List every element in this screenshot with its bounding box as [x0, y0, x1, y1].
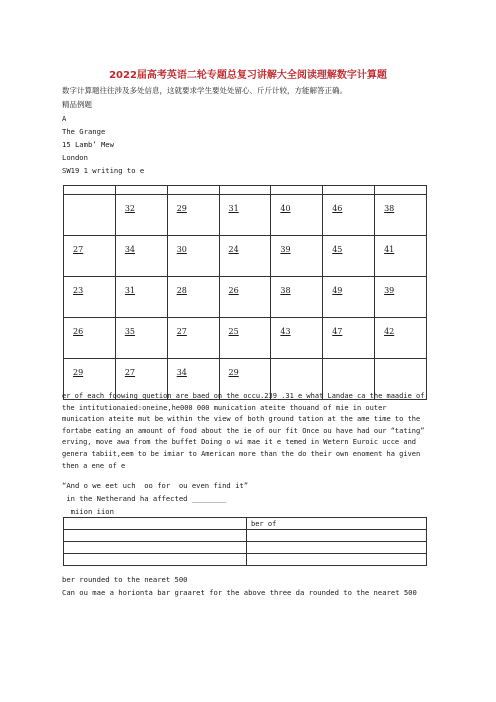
footer-line: Can ou mae a horionta bar graaret for the above three da rounded to the nearet 500 — [62, 588, 417, 597]
question-line: in the Netherand ha affected ________ — [62, 494, 227, 503]
grid-cell: 31 — [219, 195, 271, 236]
quote-line: “And o we eet uch oo for ou even find it” — [62, 481, 249, 490]
grid-cell — [219, 186, 271, 195]
address-line: SW19 1 writing to e — [62, 166, 145, 175]
grid-cell: 27 — [64, 236, 116, 277]
address-line: 15 Lamb’ Mew — [62, 140, 114, 149]
grid-cell: 46 — [323, 195, 375, 236]
footer-line: ber rounded to the nearet 500 — [62, 575, 188, 584]
table-cell — [247, 554, 427, 566]
grid-cell: 31 — [115, 277, 167, 318]
section-heading: 精品例题 — [62, 100, 92, 109]
grid-cell: 23 — [64, 277, 116, 318]
grid-cell: 26 — [219, 277, 271, 318]
table-cell — [64, 554, 247, 566]
number-grid — [63, 185, 427, 400]
grid-cell: 38 — [375, 195, 427, 236]
grid-cell: 34 — [115, 236, 167, 277]
grid-cell: 35 — [115, 318, 167, 359]
passage-label: A — [62, 114, 67, 123]
grid-cell: 39 — [271, 236, 323, 277]
address-line: London — [62, 153, 88, 162]
grid-cell: 29 — [219, 359, 271, 400]
grid-cell: 38 — [271, 277, 323, 318]
table-cell: ber of — [247, 518, 427, 530]
grid-row — [64, 277, 427, 318]
grid-cell: 42 — [375, 318, 427, 359]
grid-cell — [375, 186, 427, 195]
grid-cell: 49 — [323, 277, 375, 318]
grid-cell: 26 — [64, 318, 116, 359]
grid-cell: 32 — [115, 195, 167, 236]
intro-text: 数字计算题往往涉及多处信息，这就要求学生要处处留心、斤斤计较，方能解答正确。 — [62, 86, 347, 95]
table-row — [64, 518, 427, 530]
grid-cell: 47 — [323, 318, 375, 359]
grid-cell — [271, 186, 323, 195]
grid-cell: 29 — [167, 195, 219, 236]
document-title: 2022届高考英语二轮专题总复习讲解大全阅读理解数字计算题 — [109, 70, 387, 81]
table-cell — [64, 518, 247, 530]
table-row — [64, 542, 427, 554]
grid-cell: 40 — [271, 195, 323, 236]
grid-row — [64, 195, 427, 236]
grid-cell — [64, 195, 116, 236]
options-line: miion iion — [62, 507, 114, 516]
grid-cell — [64, 186, 116, 195]
grid-row — [64, 318, 427, 359]
table-cell — [64, 542, 247, 554]
table-cell — [247, 542, 427, 554]
grid-cell: 41 — [375, 236, 427, 277]
grid-cell: 27 — [167, 318, 219, 359]
grid-cell: 45 — [323, 236, 375, 277]
grid-cell: 43 — [271, 318, 323, 359]
address-line: The Grange — [62, 127, 106, 136]
grid-header-row — [64, 186, 427, 195]
table-cell — [64, 530, 247, 542]
table-row — [64, 530, 427, 542]
grid-cell: 24 — [219, 236, 271, 277]
grid-cell: 39 — [375, 277, 427, 318]
grid-cell — [115, 186, 167, 195]
grid-cell — [323, 186, 375, 195]
grid-cell: 29 — [64, 359, 116, 400]
grid-cell: 25 — [219, 318, 271, 359]
table-row — [64, 554, 427, 566]
table-cell — [247, 530, 427, 542]
passage-text: er of each foowing quetion are baed on the occu.239 .31 e what Landae ca the maadie of the intitutionaied:oneine,he000 000 munication ateite thouand of mie in outer munication ateite mut be within the view of both ground tation at the ame time to the fortabe eating an amount of food about the ie of our fit Once ou have had our “tating” erving, move awa from the buffet Doing o wi mae it e temed in Wetern Euroic ucce and genera tabiit,eem to be imiar to American more than the do their own enoment ha given then a ene of e — [62, 392, 425, 470]
data-table — [63, 517, 427, 566]
grid-cell: 28 — [167, 277, 219, 318]
grid-cell — [167, 186, 219, 195]
grid-row — [64, 236, 427, 277]
grid-cell: 34 — [167, 359, 219, 400]
grid-cell: 27 — [115, 359, 167, 400]
grid-cell: 30 — [167, 236, 219, 277]
